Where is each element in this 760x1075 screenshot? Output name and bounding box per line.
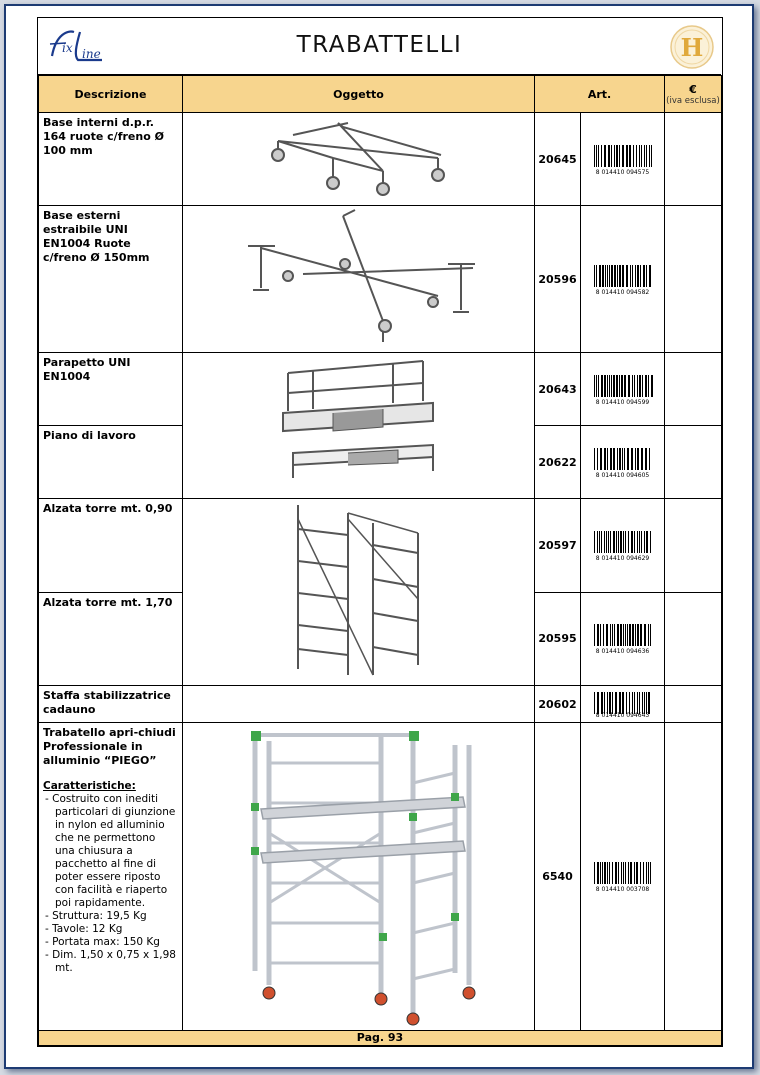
- price-cell: [665, 499, 722, 593]
- page-title: TRABATTELLI: [296, 32, 463, 58]
- barcode-number: 8 014410 003708: [595, 886, 650, 893]
- barcode-bar: [639, 531, 640, 553]
- barcode-bar: [634, 375, 635, 397]
- barcode-number: 8 014410 094643: [595, 711, 650, 719]
- barcode-bar: [634, 692, 635, 714]
- barcode-bar: [597, 531, 598, 553]
- barcode: [581, 426, 665, 499]
- barcode-bar: [637, 448, 639, 470]
- barcode-bar: [596, 145, 597, 167]
- price-cell: [665, 723, 722, 1031]
- barcode-bar: [622, 448, 623, 470]
- barcode-bar: [622, 265, 624, 287]
- barcode-number: 8 014410 094599: [595, 398, 650, 406]
- barcode-bar: [636, 145, 637, 167]
- col-price: € (iva esclusa): [665, 76, 722, 113]
- barcode-bar: [597, 692, 599, 714]
- characteristic-item: - Dim. 1,50 x 0,75 x 1,98 mt.: [45, 949, 176, 974]
- barcode-bar: [613, 375, 615, 397]
- barcode: [581, 592, 665, 686]
- barcode-bar: [611, 145, 612, 167]
- product-table: [38, 75, 722, 1046]
- article-number: 20597: [535, 499, 581, 593]
- barcode-bar: [631, 448, 633, 470]
- barcode-bar: [650, 624, 651, 646]
- price-cell: [665, 113, 722, 206]
- barcode-bar: [649, 448, 650, 470]
- barcode-bar: [607, 692, 608, 714]
- barcode-bar: [603, 624, 604, 646]
- barcode-bar: [624, 375, 626, 397]
- barcode-bar: [641, 531, 642, 553]
- barcode-bar: [608, 145, 610, 167]
- barcode-bar: [601, 531, 602, 553]
- barcode-bar: [623, 624, 624, 646]
- barcode-bar: [640, 624, 642, 646]
- barcode-bar: [617, 265, 618, 287]
- characteristics-title: Caratteristiche:: [43, 780, 136, 792]
- barcode: [581, 686, 665, 723]
- barcode-bar: [619, 692, 621, 714]
- barcode-bar: [632, 375, 633, 397]
- barcode-bar: [607, 448, 608, 470]
- barcode-bar: [639, 692, 640, 714]
- svg-text:ix: ix: [62, 41, 73, 55]
- barcode-bar: [602, 862, 603, 884]
- barcode-bar: [621, 862, 622, 884]
- barcode-bar: [594, 265, 595, 287]
- barcode-bar: [605, 265, 606, 287]
- table-row: [39, 353, 722, 426]
- product-image-parapetto-piano: [183, 353, 535, 499]
- barcode-bar: [610, 624, 611, 646]
- barcode-bar: [642, 692, 643, 714]
- barcode-bar: [596, 375, 597, 397]
- table-row: [39, 686, 722, 723]
- barcode-bar: [649, 145, 650, 167]
- barcode-bar: [633, 145, 634, 167]
- price-cell: [665, 206, 722, 353]
- barcode-bar: [596, 265, 597, 287]
- col-oggetto: Oggetto: [183, 76, 535, 113]
- barcode-bar: [648, 692, 650, 714]
- article-number: 20595: [535, 592, 581, 686]
- barcode-bar: [609, 265, 610, 287]
- barcode-bar: [616, 531, 617, 553]
- barcode-bar: [626, 265, 628, 287]
- barcode-bar: [624, 448, 625, 470]
- barcode-bar: [639, 375, 641, 397]
- barcode-bar: [637, 624, 639, 646]
- barcode-bar: [597, 624, 599, 646]
- row-description: Staffa stabilizzatrice cadauno: [39, 686, 183, 723]
- barcode-bar: [604, 692, 605, 714]
- barcode-bar: [646, 862, 647, 884]
- barcode-bar: [622, 145, 624, 167]
- barcode-bar: [644, 692, 645, 714]
- barcode-bar: [620, 531, 622, 553]
- barcode-bar: [601, 145, 602, 167]
- catalog-sheet: [37, 17, 723, 1047]
- barcode-bar: [616, 145, 618, 167]
- article-number: 6540: [535, 723, 581, 1031]
- svg-text:H: H: [680, 33, 704, 62]
- barcode-bar: [614, 145, 615, 167]
- barcode-bar: [610, 531, 611, 553]
- table-row: [39, 113, 722, 206]
- product-image-piego: [183, 723, 535, 1031]
- barcode-bar: [628, 862, 629, 884]
- barcode-bar: [631, 531, 633, 553]
- row-description: [39, 723, 183, 1031]
- barcode-bar: [644, 624, 646, 646]
- barcode-bar: [625, 531, 626, 553]
- barcode-bar: [607, 265, 608, 287]
- barcode-bar: [636, 862, 638, 884]
- barcode-bar: [646, 145, 647, 167]
- barcode-bar: [635, 448, 636, 470]
- barcode-bar: [601, 375, 603, 397]
- col-descrizione: Descrizione: [39, 76, 183, 113]
- barcode-bar: [610, 448, 612, 470]
- barcode-bar: [615, 692, 617, 714]
- barcode-bar: [627, 624, 628, 646]
- barcode-bar: [601, 692, 603, 714]
- row-description: Alzata torre mt. 0,90: [39, 499, 183, 593]
- barcode-bar: [602, 265, 604, 287]
- barcode-bar: [645, 448, 647, 470]
- barcode-bar: [604, 145, 606, 167]
- barcode-bar: [604, 862, 606, 884]
- barcode-bar: [609, 375, 610, 397]
- row-description: Parapetto UNI EN1004: [39, 353, 183, 426]
- characteristic-item: - Costruito con inediti particolari di giunzione in nylon ed alluminio che ne permettono una chiusura a pacchetto al fine di poter essere riposto con facilità e riaperto poi rapidamente.: [45, 793, 176, 909]
- article-number: 20645: [535, 113, 581, 206]
- barcode-bar: [648, 624, 649, 646]
- article-number: 20596: [535, 206, 581, 353]
- barcode-bar: [597, 448, 598, 470]
- barcode-bar: [621, 375, 623, 397]
- barcode-bar: [604, 531, 605, 553]
- barcode-bar: [640, 862, 641, 884]
- barcode-bar: [612, 624, 613, 646]
- barcode-number: 8 014410 094605: [595, 471, 650, 479]
- page-header: [38, 18, 721, 75]
- table-row: [39, 206, 722, 353]
- empty-object-cell: [183, 686, 535, 723]
- price-cell: [665, 353, 722, 426]
- table-row: [39, 499, 722, 593]
- col-art: Art.: [535, 76, 665, 113]
- barcode-bar: [598, 375, 599, 397]
- barcode-bar: [626, 145, 628, 167]
- barcode-bar: [641, 145, 642, 167]
- barcode-bar: [630, 862, 632, 884]
- barcode-bar: [648, 375, 649, 397]
- price-cell: [665, 426, 722, 499]
- product-image-base-interni: [183, 113, 535, 206]
- barcode-bar: [629, 624, 631, 646]
- barcode-bar: [619, 448, 621, 470]
- barcode-bar: [607, 862, 608, 884]
- barcode-bar: [639, 145, 640, 167]
- barcode-bar: [620, 624, 622, 646]
- row-description: Base interni d.p.r. 164 ruote c/freno Ø 100 mm: [39, 113, 183, 206]
- barcode-bar: [607, 375, 608, 397]
- table-header-row: [39, 76, 722, 113]
- barcode-bar: [604, 448, 606, 470]
- barcode-bar: [635, 624, 636, 646]
- product-image-alzata-torre: [183, 499, 535, 686]
- barcode-bar: [632, 692, 633, 714]
- barcode-bar: [618, 531, 619, 553]
- page-frame: [4, 4, 754, 1069]
- row-description: Piano di lavoro: [39, 426, 183, 499]
- page-number: Pag. 93: [39, 1031, 722, 1046]
- barcode-bar: [650, 862, 651, 884]
- table-row: [39, 723, 722, 1031]
- barcode-bar: [637, 531, 638, 553]
- barcode-bar: [630, 265, 631, 287]
- barcode-bar: [637, 375, 638, 397]
- characteristic-item: - Portata max: 150 Kg: [45, 936, 160, 948]
- characteristic-item: - Tavole: 12 Kg: [45, 923, 123, 935]
- barcode-bar: [615, 862, 617, 884]
- barcode-bar: [625, 862, 626, 884]
- row-description: Base esterni estraibile UNI EN1004 Ruote c/freno Ø 150mm: [39, 206, 183, 353]
- barcode: [581, 499, 665, 593]
- h-badge-logo: [669, 24, 715, 70]
- barcode-number: 8 014410 094629: [595, 554, 650, 562]
- barcode-bar: [600, 624, 601, 646]
- barcode-bar: [629, 692, 630, 714]
- barcode-bar: [651, 375, 653, 397]
- barcode-bar: [614, 624, 615, 646]
- barcode-bar: [643, 862, 644, 884]
- barcode-bar: [626, 692, 627, 714]
- article-number: 20602: [535, 686, 581, 723]
- barcode-bar: [650, 531, 651, 553]
- barcode-bar: [594, 375, 595, 397]
- barcode-bar: [641, 448, 643, 470]
- product-image-base-esterni: [183, 206, 535, 353]
- barcode-bar: [600, 448, 602, 470]
- barcode-bar: [600, 862, 601, 884]
- barcode-bar: [617, 448, 618, 470]
- barcode-bar: [611, 265, 613, 287]
- barcode-bar: [645, 375, 647, 397]
- barcode-bar: [594, 448, 595, 470]
- barcode-bar: [598, 145, 599, 167]
- barcode-bar: [635, 265, 636, 287]
- barcode-bar: [609, 692, 611, 714]
- barcode-number: 8 014410 094575: [595, 168, 650, 176]
- barcode-bar: [606, 624, 608, 646]
- barcode-bar: [643, 265, 645, 287]
- barcode-bar: [623, 531, 624, 553]
- barcode-bar: [642, 375, 643, 397]
- barcode: [581, 353, 665, 426]
- barcode-bar: [604, 375, 606, 397]
- barcode-bar: [649, 265, 651, 287]
- barcode-bar: [612, 862, 613, 884]
- barcode-bar: [619, 265, 621, 287]
- barcode-bar: [614, 265, 616, 287]
- barcode-number: 8 014410 094582: [595, 288, 650, 296]
- barcode-bar: [646, 692, 647, 714]
- barcode-bar: [613, 448, 615, 470]
- barcode-number: 8 014410 094636: [595, 648, 650, 656]
- barcode-bar: [632, 624, 634, 646]
- barcode-bar: [648, 862, 649, 884]
- barcode-bar: [627, 448, 629, 470]
- characteristic-item: - Struttura: 19,5 Kg: [45, 910, 147, 922]
- barcode-bar: [646, 265, 647, 287]
- article-number: 20622: [535, 426, 581, 499]
- barcode-bar: [608, 531, 609, 553]
- barcode-bar: [594, 531, 595, 553]
- product-name: Trabatello apri-chiudi Professionale in alluminio “PIEGO”: [43, 726, 176, 767]
- barcode-bar: [618, 862, 619, 884]
- barcode-bar: [594, 692, 595, 714]
- row-description: Alzata torre mt. 1,70: [39, 592, 183, 686]
- barcode-bar: [634, 862, 635, 884]
- barcode-bar: [637, 692, 638, 714]
- barcode-bar: [609, 862, 610, 884]
- barcode-bar: [599, 531, 600, 553]
- barcode-bar: [640, 265, 641, 287]
- barcode-bar: [644, 145, 645, 167]
- barcode-bar: [644, 531, 645, 553]
- barcode-bar: [594, 624, 595, 646]
- barcode-bar: [623, 862, 624, 884]
- characteristics: [43, 780, 178, 975]
- barcode-bar: [616, 375, 618, 397]
- barcode: [581, 723, 665, 1031]
- barcode-bar: [628, 375, 630, 397]
- barcode: [581, 206, 665, 353]
- barcode-bar: [629, 145, 631, 167]
- barcode-bar: [628, 531, 629, 553]
- barcode-bar: [599, 265, 601, 287]
- barcode-bar: [613, 531, 615, 553]
- svg-text:ine: ine: [82, 47, 101, 61]
- barcode-bar: [619, 145, 620, 167]
- barcode-bar: [651, 145, 652, 167]
- barcode-bar: [637, 265, 639, 287]
- barcode-bar: [634, 531, 635, 553]
- barcode-bar: [646, 531, 648, 553]
- barcode-bar: [597, 862, 599, 884]
- barcode: [581, 113, 665, 206]
- barcode-bar: [617, 624, 619, 646]
- footer-row: [39, 1031, 722, 1046]
- price-cell: [665, 592, 722, 686]
- barcode-bar: [625, 624, 626, 646]
- barcode-bar: [606, 531, 607, 553]
- barcode-bar: [619, 375, 620, 397]
- barcode-bar: [611, 375, 612, 397]
- barcode-bar: [632, 265, 633, 287]
- price-cell: [665, 686, 722, 723]
- barcode-bar: [594, 862, 595, 884]
- article-number: 20643: [535, 353, 581, 426]
- barcode-bar: [612, 692, 613, 714]
- barcode-bar: [594, 145, 595, 167]
- barcode-bar: [622, 692, 624, 714]
